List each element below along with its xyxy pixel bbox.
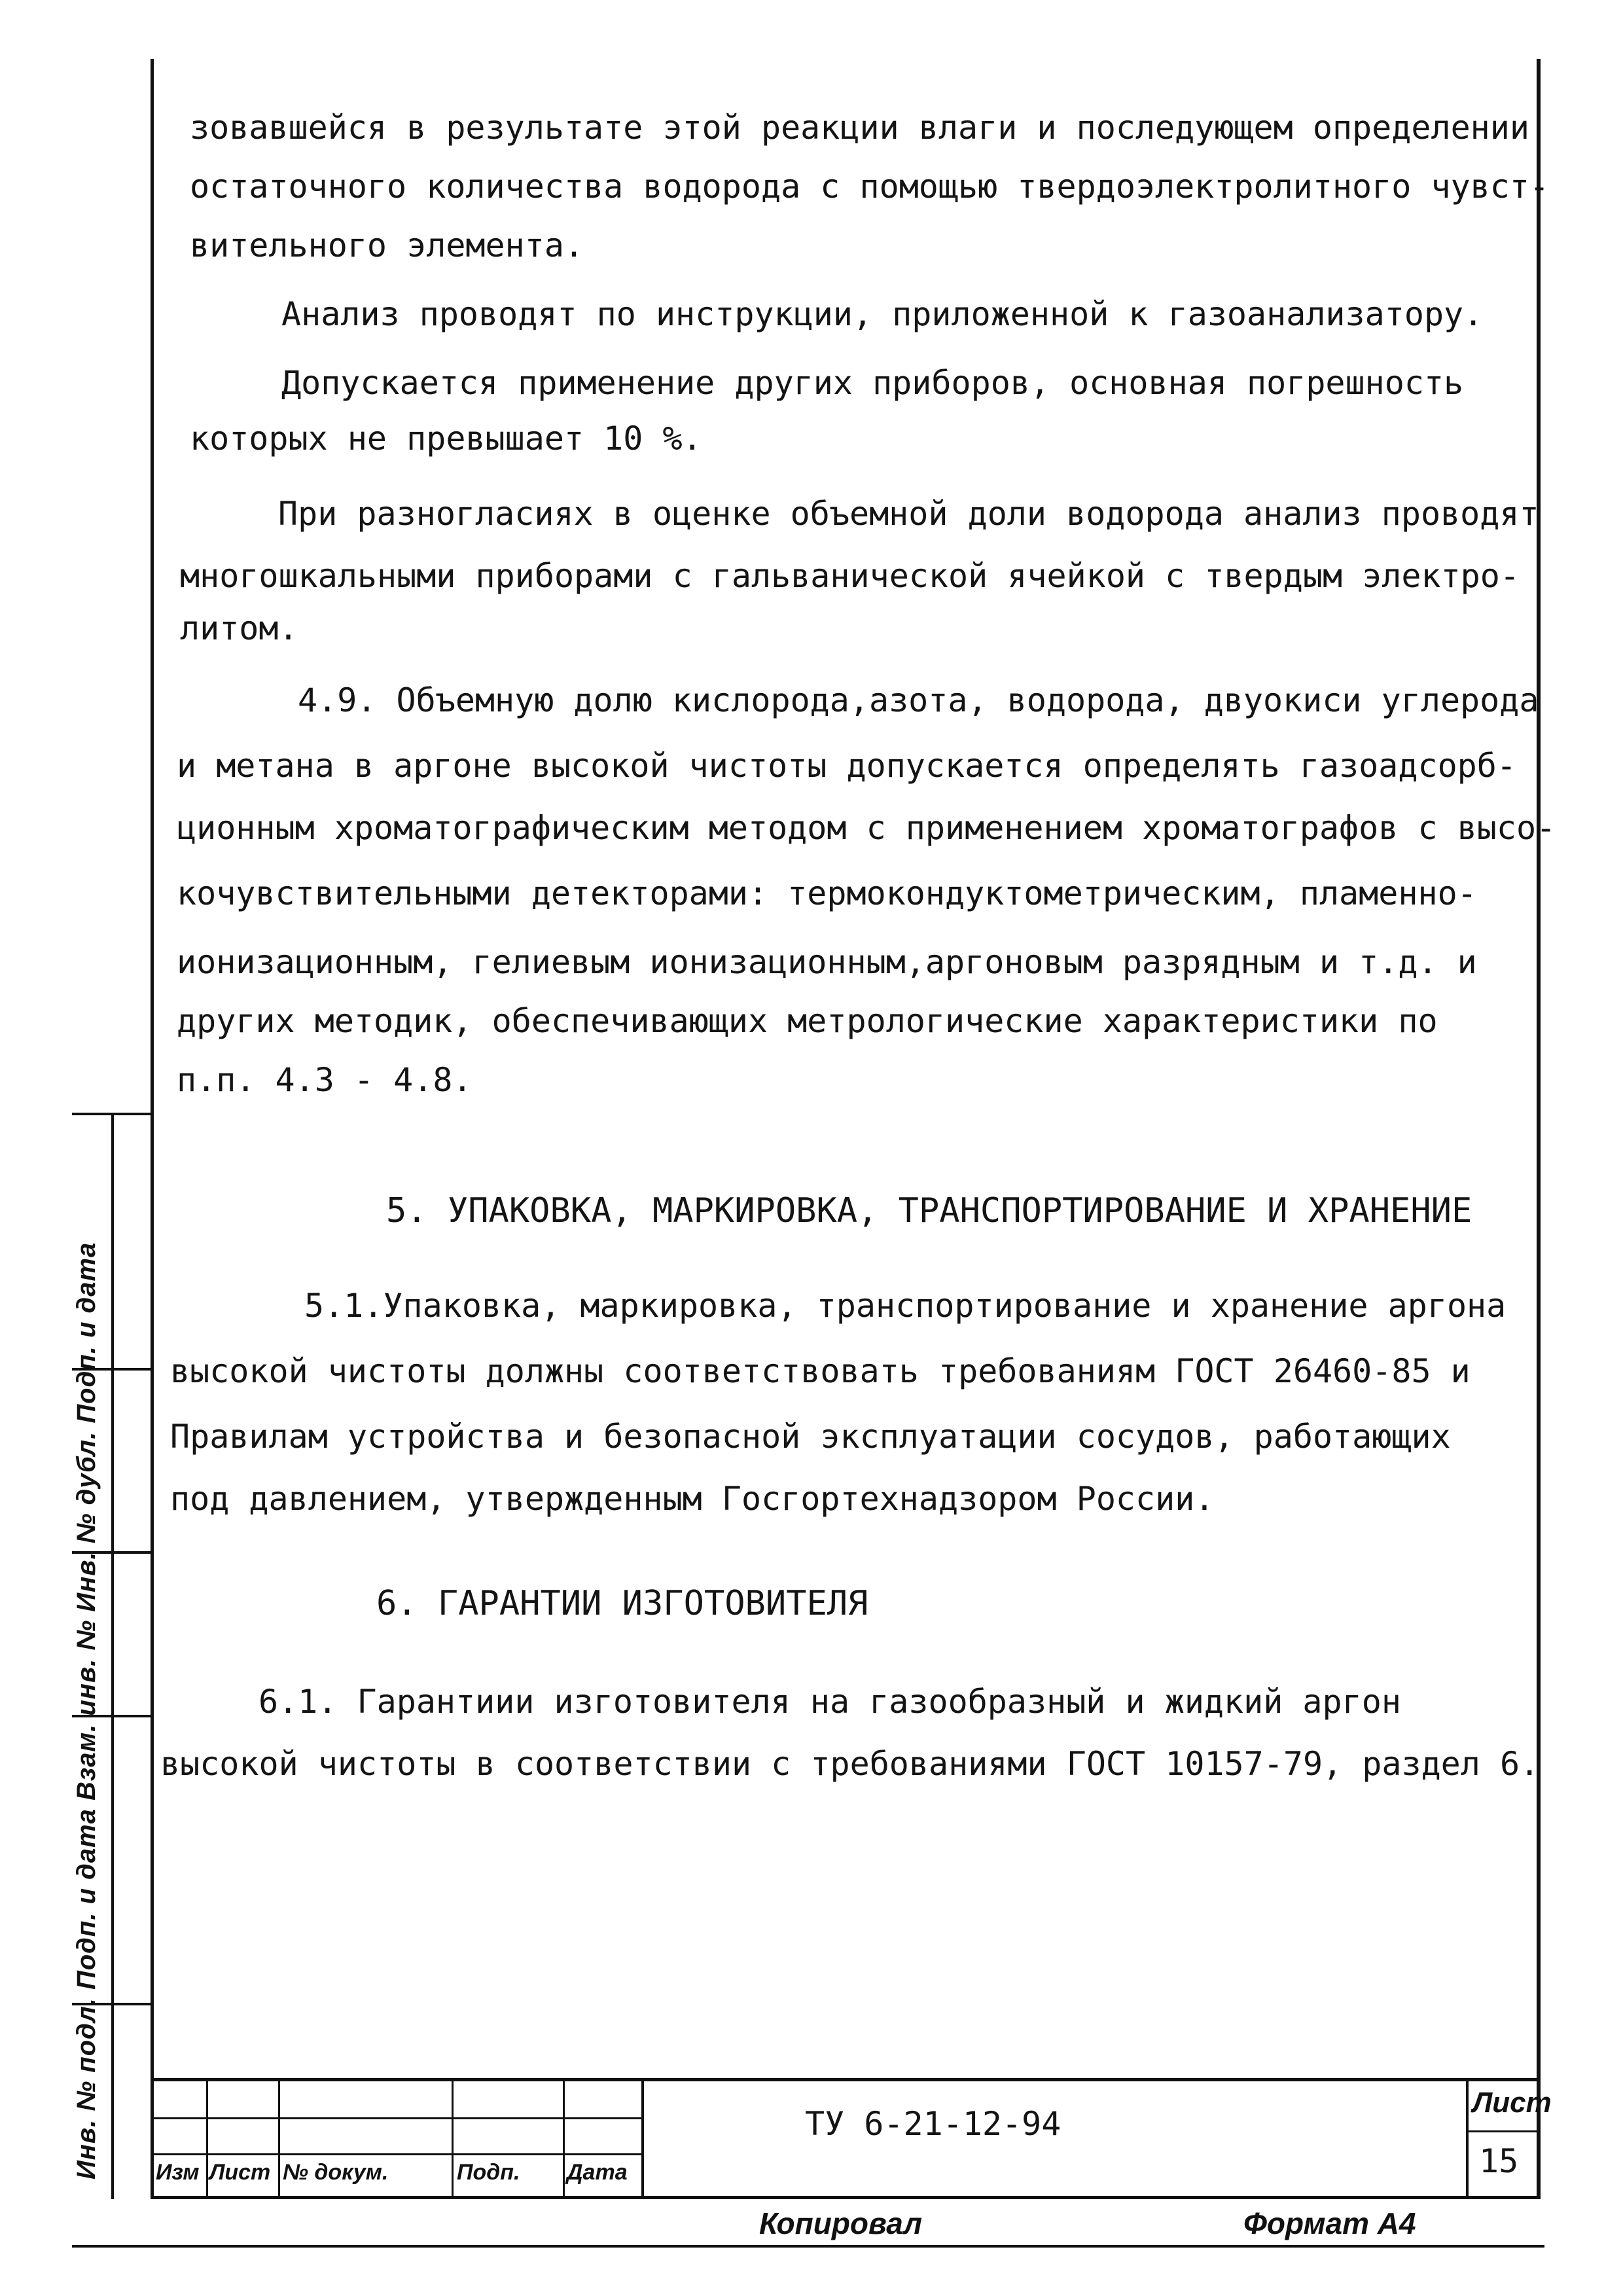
title-block-col bbox=[452, 2078, 454, 2196]
section-5-line: 5.1.Упаковка, маркировка, транспортирование и хранение аргона bbox=[304, 1287, 1507, 1325]
col-list-label: Лист bbox=[209, 2160, 271, 2185]
title-block-col bbox=[563, 2078, 565, 2196]
section-5-heading: 5. УПАКОВКА, МАРКИРОВКА, ТРАНСПОРТИРОВАНИЕ И ХРАНЕНИЕ bbox=[386, 1191, 1472, 1230]
body-line: Допускается применение других приборов, основная погрешность bbox=[281, 364, 1464, 402]
sheet-label: Лист bbox=[1472, 2087, 1552, 2119]
body-line: многошкальными приборами с гальванической ячейкой с твердым электро- bbox=[180, 557, 1520, 595]
copied-by-label: Копировал bbox=[759, 2206, 922, 2240]
body-line: которых не превышает 10 %. bbox=[190, 420, 702, 457]
section-6-line: 6.1. Гарантиии изготовителя на газообразный и жидкий аргон bbox=[259, 1683, 1401, 1721]
body-line: вительного элемента. bbox=[190, 226, 584, 264]
frame-left-border bbox=[151, 59, 154, 2199]
col-data-label: Дата bbox=[567, 2160, 628, 2185]
body-line: При разногласиях в оценке объемной доли водорода анализ проводят bbox=[278, 495, 1539, 533]
title-block-col bbox=[206, 2078, 208, 2196]
frame-right-border bbox=[1537, 59, 1541, 2199]
body-line: 4.9. Объемную долю кислорода,азота, водорода, двуокиси углерода bbox=[298, 681, 1539, 719]
body-line: зовавшейся в результате этой реакции влаги и последующем определении bbox=[190, 109, 1529, 147]
body-line: кочувствительными детекторами: термокондуктометрическим, пламенно- bbox=[177, 874, 1477, 912]
col-podp-label: Подп. bbox=[457, 2160, 520, 2185]
sheet-cell-rule bbox=[1466, 2130, 1539, 2132]
title-block-col bbox=[641, 2078, 644, 2196]
section-5-line: Правилам устройства и безопасной эксплуатации сосудов, работающих bbox=[170, 1418, 1451, 1456]
section-6-line: высокой чистоты в соответствии с требованиями ГОСТ 10157-79, раздел 6. bbox=[160, 1745, 1540, 1783]
title-block-col bbox=[278, 2078, 280, 2196]
document-code: ТУ 6-21-12-94 bbox=[805, 2105, 1061, 2143]
body-line: Анализ проводят по инструкции, приложенной к газоанализатору. bbox=[281, 295, 1484, 333]
title-block-row bbox=[151, 2153, 641, 2155]
title-block-bottom bbox=[151, 2196, 1541, 2199]
body-line: ционным хроматографическим методом с применением хроматографов с высо- bbox=[177, 809, 1556, 847]
body-line: ионизационным, гелиевым ионизационным,аргоновым разрядным и т.д. и bbox=[177, 943, 1477, 981]
col-doc-label: № докум. bbox=[283, 2160, 389, 2185]
body-line: и метана в аргоне высокой чистоты допускается определять газоадсорб- bbox=[177, 747, 1516, 785]
sheet-cell-border bbox=[1466, 2078, 1469, 2196]
footer-rule bbox=[72, 2245, 1544, 2248]
title-block-row bbox=[151, 2117, 641, 2119]
body-line: других методик, обеспечивающих метрологические характеристики по bbox=[177, 1002, 1438, 1040]
side-strip-labels: Инв. № подл. Подп. и дата Взам. инв. № Инв. № дубл. Подп. и дата bbox=[72, 1242, 101, 2179]
body-line: остаточного количества водорода с помощью твердоэлектролитного чувст- bbox=[190, 168, 1550, 206]
side-strip-border bbox=[111, 1113, 114, 2199]
title-block-top bbox=[151, 2078, 1541, 2081]
section-5-line: под давлением, утвержденным Госгортехнадзором России. bbox=[170, 1480, 1215, 1518]
side-strip-rule bbox=[72, 1113, 152, 1115]
section-5-line: высокой чистоты должны соответствовать требованиям ГОСТ 26460-85 и bbox=[170, 1352, 1471, 1390]
sheet-number: 15 bbox=[1479, 2142, 1519, 2180]
col-izm-label: Изм bbox=[156, 2160, 200, 2185]
format-label: Формат А4 bbox=[1243, 2206, 1416, 2240]
section-6-heading: 6. ГАРАНТИИ ИЗГОТОВИТЕЛЯ bbox=[376, 1584, 868, 1623]
body-line: п.п. 4.3 - 4.8. bbox=[177, 1061, 473, 1099]
body-line: литом. bbox=[180, 609, 298, 647]
